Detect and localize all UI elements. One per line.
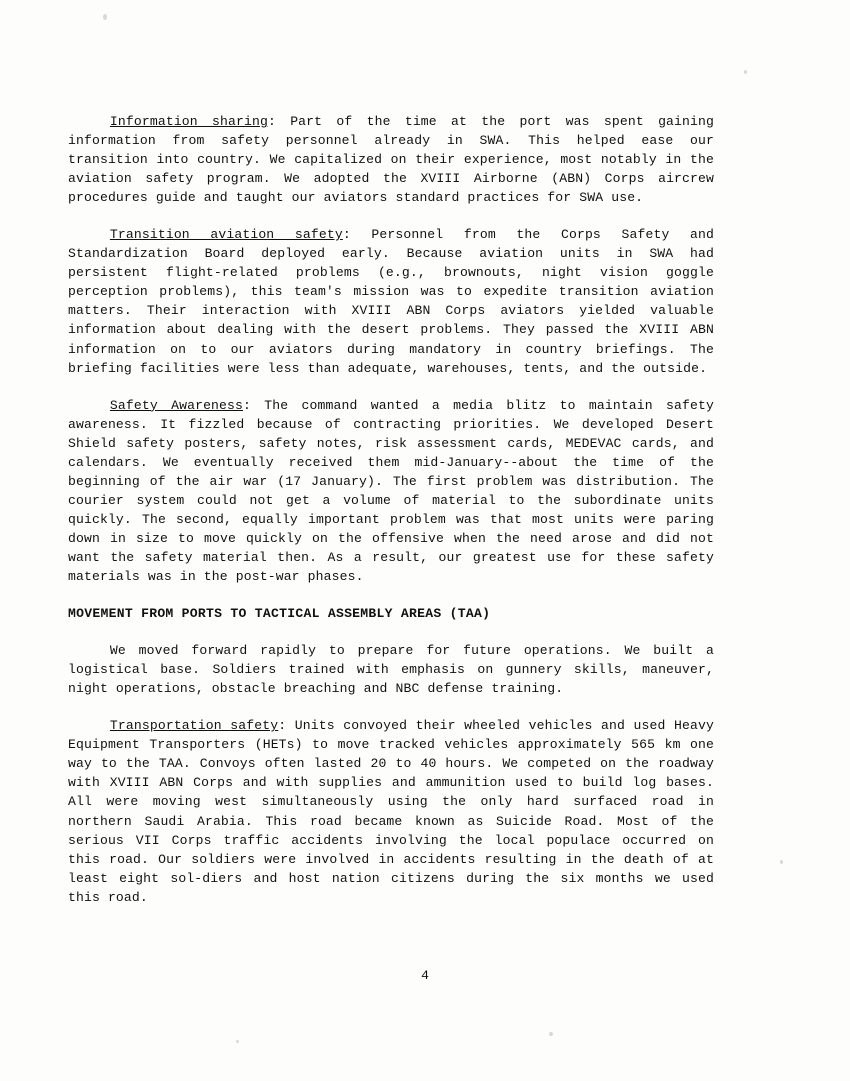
section-heading: MOVEMENT FROM PORTS TO TACTICAL ASSEMBLY AREAS (TAA) <box>68 606 491 622</box>
paragraph-safety-awareness <box>68 396 714 586</box>
paragraph-text: We moved forward rapidly to prepare for future operations. We built a logistical base. Soldiers trained with emphasis on gunnery skills, maneuver, night operations, obstacle breaching and NBC defense training. <box>68 643 714 697</box>
scan-speck <box>780 860 783 864</box>
paragraph-text: : Units convoyed their wheeled vehicles and used Heavy Equipment Transporters (HETs) to move tracked vehicles approximately 565 km one way to the TAA. Convoys often lasted 20 to 40 hours. We competed on the roadway with XVIII ABN Corps and with supplies and ammunition used to build log bases. All were moving west simultaneously using the only hard surfaced road in northern Saudi Arabia. This road became known as Suicide Road. Most of the serious VII Corps traffic accidents involving the local populace occurred on this road. Our soldiers were involved in accidents resulting in the death of at least eight sol-diers and host nation citizens during the six months we used this road. <box>68 718 714 905</box>
run-in-heading-transportation-safety: Transportation safety <box>109 718 279 734</box>
paragraph-transition-aviation-safety <box>68 225 714 377</box>
paragraph-text: : Part of the time at the port was spent gaining information from safety personnel already in SWA. This helped ease our transition into country. We capitalized on their experience, most notably in the aviation safety program. We adopted the XVIII Airborne (ABN) Corps aircrew procedures guide and taught our aviators standard practices for SWA use. <box>68 114 714 206</box>
paragraph-text: : Personnel from the Corps Safety and Standardization Board deployed early. Because aviation units in SWA had persistent flight-related problems (e.g., brownouts, night vision goggle perception problems), this team's mission was to expedite transition aviation matters. Their interaction with XVIII ABN Corps aviators yielded valuable information about dealing with the desert problems. They passed the XVIII ABN information on to our aviators during mandatory in country briefings. The briefing facilities were less than adequate, warehouses, tents, and the outside. <box>68 227 714 376</box>
run-in-heading-safety-awareness: Safety Awareness <box>109 397 244 413</box>
paragraph-moved-forward <box>68 641 714 698</box>
scan-speck <box>236 1040 239 1043</box>
paragraph-text: : The command wanted a media blitz to maintain safety awareness. It fizzled because of contracting priorities. We developed Desert Shield safety posters, safety notes, risk assessment cards, MEDEVAC cards, and calendars. We eventually received them mid-January--about the time of the beginning of the air war (17 January). The first problem was distribution. The courier system could not get a volume of material to the subordinate units quickly. The second, equally important problem was that most units were paring down in size to move quickly on the offensive when the need arose and did not want the safety material then. As a result, our greatest use for these safety materials was in the post-war phases. <box>68 397 714 585</box>
document-body <box>68 112 714 907</box>
scan-speck <box>103 14 107 20</box>
run-in-heading-transition-aviation-safety: Transition aviation safety <box>109 227 343 243</box>
page-number: 4 <box>421 968 429 983</box>
scan-speck <box>744 70 747 74</box>
paragraph-information-sharing <box>68 112 714 207</box>
paragraph-transportation-safety <box>68 716 714 906</box>
run-in-heading-information-sharing: Information sharing <box>109 114 268 129</box>
scan-speck <box>549 1032 553 1036</box>
